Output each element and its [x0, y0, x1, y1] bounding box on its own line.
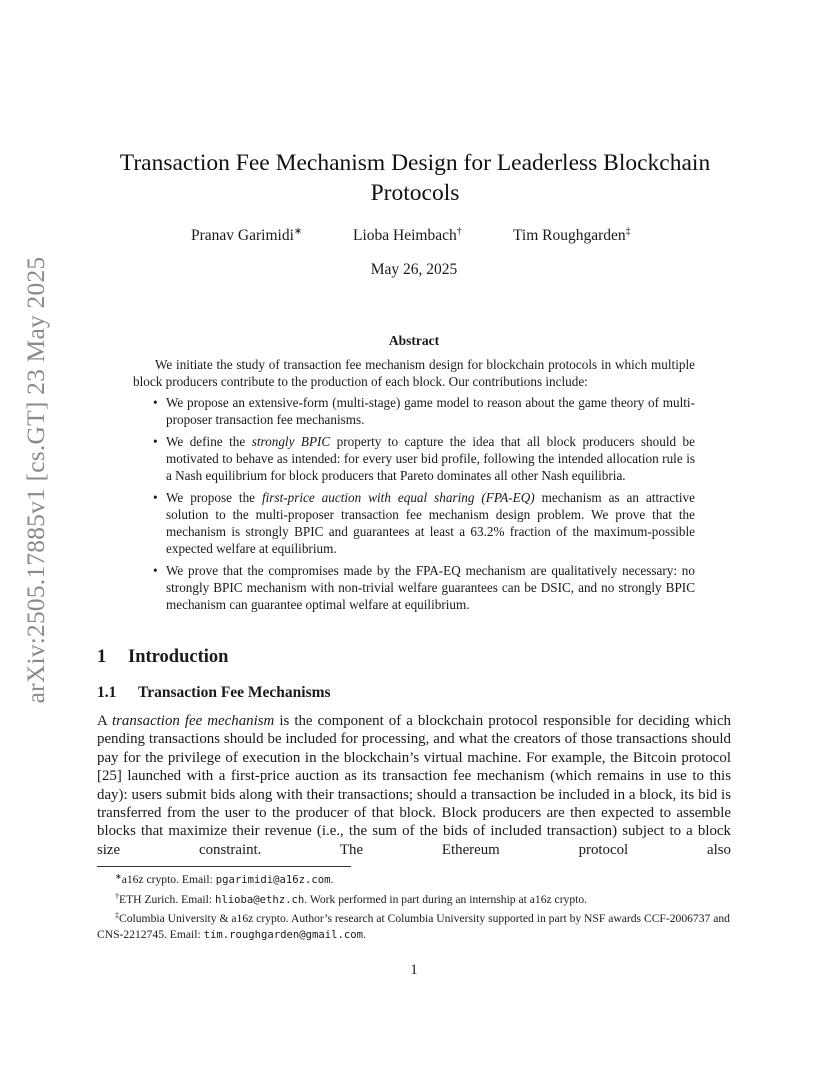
bullet-icon: • [153, 395, 158, 410]
email-link[interactable]: hlioba@ethz.ch [214, 893, 305, 906]
emphasis: transaction fee mechanism [112, 713, 275, 729]
author-list [0, 226, 828, 250]
contribution-item: • We prove that the compromises made by the FPA-EQ mechanism are qualitatively necessary: no strongly BPIC mechanism with non-trivial welfare guarantees can be DSIC, and no strongly BPIC mechanism can guarantee optimal welfare at equilibrium. [153, 563, 695, 612]
email-link[interactable]: pgarimidi@a16z.com [215, 874, 331, 886]
contribution-list [133, 394, 695, 613]
author-mark: † [456, 226, 462, 237]
email-link[interactable]: tim.roughgarden@gmail.com [203, 928, 364, 941]
body-paragraph: A transaction fee mechanism is the component of a blockchain protocol responsible for deciding which pending transactions should be included for processing, and what the creators of those transactions should pay for the privilege of execution in the blockchain’s virtual machine. For example, the Bitcoin protocol [25] launched with a first-price auction as its transaction fee mechanism (which remains in use to this day): users submit bids along with their transactions; should a transaction be included in a block, its bid is transferred from the user to the producer of that block. Block producers are then expected to assemble blocks that maximize their revenue (i.e., the sum of the bids of included transaction) subject to a block size constraint. The Ethereum protocol also [97, 713, 731, 858]
paper-date: May 26, 2025 [370, 261, 458, 278]
footnotes [97, 869, 733, 943]
footnote: ∗a16z crypto. Email: pgarimidi@a16z.com. [115, 872, 334, 886]
section-title: Introduction [128, 647, 229, 667]
author [513, 226, 631, 245]
author [353, 226, 462, 245]
abstract-intro: We initiate the study of transaction fee mechanism design for blockchain protocols in which multiple block producers contribute to the production of each block. Our contributions include: [133, 357, 695, 389]
author-mark: ∗ [293, 226, 303, 237]
arxiv-stamp-text: arXiv:2505.17885v1 [cs.GT] 23 May 2025 [21, 256, 50, 704]
author-name: Tim Roughgarden [513, 227, 626, 244]
contribution-item: • We propose the first-price auction with equal sharing (FPA-EQ) mechanism as an attractive solution to the multi-proposer transaction fee mechanism design problem. We prove that the mechanism is strongly BPIC and guarantees at least a 63.2% fraction of the maximum-possible expected welfare at equilibrium. [153, 490, 696, 556]
contribution-item: • We define the strongly BPIC property to capture the idea that all block producers should be motivated to behave as intended: for every user bid profile, following the intended allocation rule is a Nash equilibrium for block producers that Pareto dominates all other Nash equilibria. [153, 434, 695, 483]
bullet-icon: • [153, 563, 158, 578]
section-number: 1 [97, 647, 107, 667]
section-heading [97, 647, 228, 668]
author [191, 226, 302, 245]
page-number: 1 [410, 962, 418, 978]
abstract [133, 356, 695, 618]
subsection-title: Transaction Fee Mechanisms [138, 684, 331, 701]
author-name: Pranav Garimidi [191, 227, 294, 244]
author-mark: ‡ [625, 226, 631, 237]
footnote: †ETH Zurich. Email: hlioba@ethz.ch. Work performed in part during an internship at a16z crypto. [115, 891, 588, 906]
paper-title: Transaction Fee Mechanism Design for Leaderless Blockchain Protocols [119, 150, 711, 206]
contribution-item: • We propose an extensive-form (multi-stage) game model to reason about the game theory of multi-proposer transaction fee mechanisms. [153, 395, 695, 427]
footnote: ‡Columbia University & a16z crypto. Author’s research at Columbia University supported in part by NSF awards CCF-2006737 and CNS-2212745. Email: tim.roughgarden@gmail.com. [97, 911, 730, 941]
bullet-icon: • [153, 490, 158, 505]
emphasis: first-price auction with equal sharing (FPA-EQ) [261, 490, 535, 505]
subsection-number: 1.1 [97, 684, 117, 701]
body-text [97, 712, 731, 859]
bullet-icon: • [153, 434, 158, 449]
subsection-heading [97, 684, 331, 702]
abstract-heading: Abstract [388, 333, 440, 348]
footnote-rule [97, 866, 351, 867]
emphasis: strongly BPIC [251, 434, 331, 449]
author-name: Lioba Heimbach [353, 227, 457, 244]
